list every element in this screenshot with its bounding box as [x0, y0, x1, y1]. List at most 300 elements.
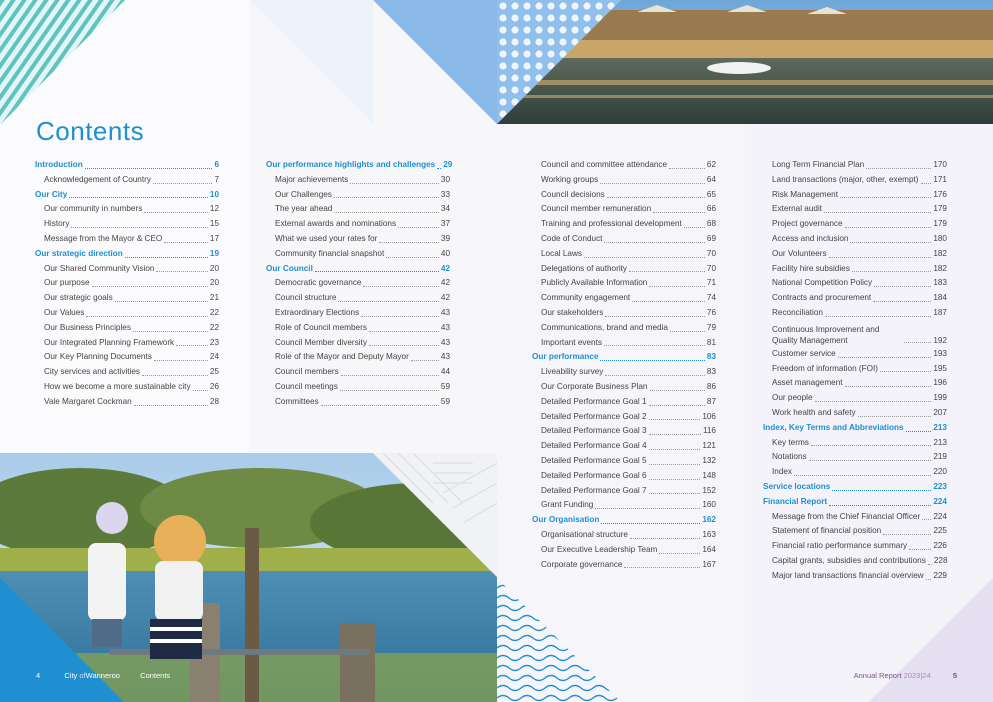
toc-entry[interactable]	[266, 188, 450, 203]
dot-leader	[794, 475, 931, 476]
report-name: Annual Report	[853, 671, 902, 680]
toc-entry-label: Our Corporate Business Plan	[541, 381, 648, 391]
dot-leader	[649, 405, 705, 406]
toc-entry-label: Local Laws	[541, 248, 582, 258]
toc-entry-label: Notations	[772, 452, 807, 462]
dot-leader	[153, 183, 212, 184]
dot-leader	[829, 257, 932, 258]
marina-boardwalk-photo	[497, 0, 993, 124]
toc-entry-label: Council member remuneration	[541, 204, 652, 214]
dot-leader	[832, 490, 931, 491]
toc-section-entry[interactable]	[763, 480, 947, 495]
toc-entry[interactable]	[763, 465, 947, 480]
toc-entry-label: Financial Report	[763, 496, 828, 506]
toc-entry-label: National Competition Policy	[772, 278, 873, 288]
toc-entry[interactable]	[532, 276, 716, 291]
footer-right	[854, 671, 957, 680]
toc-entry[interactable]	[532, 173, 716, 188]
toc-entry-label: Our community in numbers	[44, 204, 143, 214]
toc-entry-label: Message from the Chief Financial Officer	[772, 511, 921, 521]
toc-entry[interactable]	[35, 365, 219, 380]
dot-leader	[338, 301, 438, 302]
toc-page-number: 86	[706, 381, 716, 391]
toc-page-number: 20	[209, 263, 219, 273]
dot-leader	[164, 242, 208, 243]
toc-entry[interactable]	[266, 365, 450, 380]
toc-page-number: 83	[706, 352, 716, 362]
toc-entry[interactable]	[266, 395, 450, 410]
toc-page-number: 187	[933, 307, 947, 317]
light-triangle-shape	[249, 0, 373, 124]
toc-section-entry[interactable]	[266, 158, 453, 173]
toc-entry-label: Council and committee attendance	[541, 160, 668, 169]
toc-column-1	[35, 158, 219, 410]
toc-page-number: 183	[933, 278, 947, 288]
toc-entry-label: Our Key Planning Documents	[44, 352, 152, 362]
toc-entry[interactable]	[763, 173, 947, 188]
toc-page-number: 224	[933, 496, 947, 506]
toc-page-number: 42	[440, 263, 450, 273]
dot-leader	[922, 519, 931, 520]
toc-entry-label: Corporate governance	[541, 559, 623, 569]
toc-page-number: 184	[933, 293, 947, 303]
dot-leader	[873, 301, 931, 302]
toc-entry[interactable]	[266, 232, 450, 247]
toc-entry-label: Our strategic goals	[44, 293, 113, 303]
toc-entry[interactable]	[532, 558, 716, 573]
toc-page-number: 226	[933, 541, 947, 551]
toc-entry-label: Major achievements	[275, 174, 349, 184]
dot-leader	[193, 390, 208, 391]
city-name: Wanneroo	[85, 671, 120, 680]
toc-entry-label: What we used your rates for	[275, 233, 378, 243]
toc-entry[interactable]	[763, 232, 947, 247]
toc-column-4	[763, 158, 947, 584]
toc-entry-label: Our Executive Leadership Team	[541, 544, 658, 554]
dot-leader	[649, 493, 701, 494]
dot-leader	[880, 371, 931, 372]
dot-leader	[928, 564, 932, 565]
toc-entry[interactable]	[35, 350, 219, 365]
toc-page-number: 24	[209, 352, 219, 362]
toc-entry-label: Code of Conduct	[541, 233, 603, 243]
toc-page-number: 193	[933, 348, 947, 358]
toc-entry-label: Asset management	[772, 378, 843, 388]
toc-page-number: 17	[209, 233, 219, 243]
toc-entry-label: Council structure	[275, 293, 337, 303]
toc-entry[interactable]	[532, 439, 716, 454]
toc-section-entry[interactable]	[35, 188, 219, 203]
toc-entry-label: Our strategic direction	[35, 248, 123, 258]
toc-entry[interactable]	[35, 217, 219, 232]
toc-entry-label: Liveability survey	[541, 367, 604, 377]
toc-entry[interactable]	[763, 376, 947, 391]
toc-entry[interactable]	[35, 262, 219, 277]
toc-entry[interactable]	[763, 539, 947, 554]
dot-leader	[86, 316, 208, 317]
toc-page-number: 39	[440, 233, 450, 243]
toc-entry-label: External awards and nominations	[275, 219, 397, 229]
toc-entry[interactable]	[532, 380, 716, 395]
toc-page-number: 71	[706, 278, 716, 288]
toc-entry[interactable]	[532, 498, 716, 513]
toc-page-number: 176	[933, 189, 947, 199]
toc-entry[interactable]	[35, 202, 219, 217]
dot-leader	[840, 197, 931, 198]
toc-page-number: 29	[443, 160, 453, 169]
toc-page-number: 192	[933, 336, 947, 346]
toc-entry[interactable]	[532, 291, 716, 306]
toc-section-entry[interactable]	[763, 421, 947, 436]
toc-entry-label: Detailed Performance Goal 4	[541, 441, 647, 451]
toc-page-number: 152	[702, 485, 716, 495]
dot-leader	[669, 168, 705, 169]
toc-entry-label: Our Values	[44, 307, 85, 317]
dot-leader	[624, 567, 700, 568]
toc-entry[interactable]	[266, 350, 450, 365]
toc-entry[interactable]	[266, 306, 450, 321]
dot-leader	[630, 538, 700, 539]
toc-entry[interactable]	[532, 543, 716, 558]
toc-entry-label: Contracts and procurement	[772, 293, 872, 303]
toc-entry[interactable]	[763, 347, 947, 362]
toc-page-number: 163	[702, 529, 716, 539]
toc-entry-label: Our Challenges	[275, 189, 332, 199]
dot-leader	[92, 286, 208, 287]
toc-page-number: 116	[702, 426, 716, 436]
dot-leader	[811, 445, 931, 446]
toc-page-number: 83	[706, 367, 716, 377]
toc-entry[interactable]	[763, 158, 947, 173]
toc-entry[interactable]	[532, 424, 716, 439]
toc-entry[interactable]	[532, 484, 716, 499]
toc-entry-label: Communications, brand and media	[541, 322, 668, 332]
toc-entry-label: Our Organisation	[532, 515, 600, 525]
toc-entry[interactable]	[763, 202, 947, 217]
toc-page-number: 40	[440, 248, 450, 258]
toc-page-number: 59	[440, 381, 450, 391]
toc-entry[interactable]	[763, 436, 947, 451]
dot-leader	[350, 183, 439, 184]
toc-page-number: 179	[933, 204, 947, 214]
toc-page-number: 7	[214, 174, 219, 184]
toc-entry[interactable]	[763, 262, 947, 277]
dot-leader	[632, 301, 705, 302]
toc-entry-label: Council Member diversity	[275, 337, 367, 347]
toc-section-entry[interactable]	[532, 350, 716, 365]
toc-page-number: 64	[706, 174, 716, 184]
toc-page-number: 70	[706, 248, 716, 258]
toc-entry-label: Our City	[35, 189, 68, 199]
dot-leader	[649, 419, 701, 420]
toc-page-number: 43	[440, 337, 450, 347]
dot-leader	[315, 271, 439, 272]
toc-page-number: 6	[214, 160, 219, 169]
toc-page-number: 43	[440, 322, 450, 332]
toc-entry[interactable]	[266, 217, 450, 232]
dot-leader	[133, 331, 208, 332]
toc-entry-label: Council decisions	[541, 189, 605, 199]
toc-entry[interactable]	[763, 554, 947, 569]
toc-page-number: 180	[933, 233, 947, 243]
toc-page-number: 21	[209, 293, 219, 303]
dot-leader	[600, 183, 705, 184]
toc-entry[interactable]	[35, 291, 219, 306]
dot-leader	[595, 508, 700, 509]
city-prefix: City	[64, 671, 78, 680]
toc-entry[interactable]	[763, 306, 947, 321]
dot-leader	[334, 197, 439, 198]
dot-leader	[926, 579, 932, 580]
toc-entry[interactable]	[532, 232, 716, 247]
toc-page-number: 167	[702, 559, 716, 569]
toc-page-number: 34	[440, 204, 450, 214]
dot-leader	[361, 316, 439, 317]
dot-leader	[71, 227, 207, 228]
dot-leader	[883, 534, 931, 535]
dot-leader	[600, 360, 704, 361]
toc-entry[interactable]	[763, 291, 947, 306]
dot-leader	[363, 286, 438, 287]
dot-leader	[115, 301, 208, 302]
toc-entry[interactable]	[763, 450, 947, 465]
toc-entry[interactable]	[532, 410, 716, 425]
toc-entry-label: Vale Margaret Cockman	[44, 396, 132, 406]
toc-entry[interactable]	[763, 510, 947, 525]
dot-leader	[85, 168, 213, 169]
toc-page-number: 148	[702, 470, 716, 480]
toc-entry[interactable]	[532, 217, 716, 232]
toc-entry[interactable]	[35, 395, 219, 410]
toc-entry[interactable]	[35, 173, 219, 188]
blue-corner-triangle	[0, 578, 124, 702]
toc-page-number: 66	[706, 204, 716, 214]
toc-entry-label: Index, Key Terms and Abbreviations	[763, 422, 904, 432]
toc-page-number: 213	[933, 437, 947, 447]
dot-leader	[398, 227, 439, 228]
dot-leader	[850, 242, 931, 243]
toc-entry-label: Role of Council members	[275, 322, 367, 332]
toc-entry[interactable]	[763, 524, 947, 539]
toc-entry-label: Important events	[541, 337, 602, 347]
toc-entry[interactable]	[35, 232, 219, 247]
report-year: 2023|24	[903, 671, 931, 680]
dot-leader	[845, 227, 932, 228]
dot-leader	[650, 390, 705, 391]
toc-entry[interactable]	[532, 321, 716, 336]
toc-entry[interactable]	[532, 188, 716, 203]
toc-entry-label: Acknowledgement of Country	[44, 174, 151, 184]
toc-entry[interactable]	[763, 321, 947, 347]
toc-entry-label: Democratic governance	[275, 278, 362, 288]
toc-entry[interactable]	[763, 362, 947, 377]
toc-entry[interactable]	[763, 276, 947, 291]
dot-leader	[670, 331, 705, 332]
dot-leader	[605, 375, 705, 376]
toc-section-entry[interactable]	[532, 513, 716, 528]
toc-entry-label: Community engagement	[541, 293, 631, 303]
toc-entry[interactable]	[266, 336, 450, 351]
toc-page-number: 43	[440, 307, 450, 317]
toc-column-2	[266, 158, 453, 410]
toc-entry[interactable]	[266, 291, 450, 306]
toc-entry[interactable]	[763, 569, 947, 584]
dot-leader	[134, 405, 208, 406]
toc-entry-label: Land transactions (major, other, exempt)	[772, 174, 919, 184]
toc-entry[interactable]	[266, 202, 450, 217]
dot-leader	[866, 168, 931, 169]
toc-section-entry[interactable]	[35, 247, 219, 262]
toc-page-number: 196	[933, 378, 947, 388]
toc-entry-label: Freedom of information (FOI)	[772, 363, 879, 373]
dot-leader	[156, 271, 207, 272]
toc-page-number: 42	[440, 278, 450, 288]
toc-page-number: 68	[706, 219, 716, 229]
left-page-number: 4	[36, 671, 41, 680]
toc-page-number: 132	[702, 455, 716, 465]
toc-entry-label: Our people	[772, 393, 813, 403]
toc-entry-label: Training and professional development	[541, 219, 682, 229]
toc-entry[interactable]	[266, 380, 450, 395]
footer-left	[36, 671, 170, 680]
toc-entry[interactable]	[532, 306, 716, 321]
toc-page-number: 228	[933, 555, 948, 565]
dot-leader	[649, 286, 705, 287]
dot-leader	[653, 212, 705, 213]
toc-entry-label: Organisational structure	[541, 529, 628, 539]
toc-entry-label: Our stakeholders	[541, 307, 604, 317]
dot-leader	[144, 212, 208, 213]
right-page-number: 5	[952, 671, 957, 680]
line-pattern	[373, 453, 497, 577]
toc-page-number: 15	[209, 219, 219, 229]
toc-entry[interactable]	[35, 276, 219, 291]
dot-leader	[809, 460, 932, 461]
toc-page-number: 43	[440, 352, 450, 362]
toc-entry[interactable]	[763, 217, 947, 232]
toc-page-number: 160	[702, 500, 716, 510]
toc-section-entry[interactable]	[35, 158, 219, 173]
toc-entry[interactable]	[532, 528, 716, 543]
toc-entry-label: Service locations	[763, 481, 831, 491]
toc-entry-label: Council meetings	[275, 381, 338, 391]
toc-entry-label: External audit	[772, 204, 823, 214]
dot-leader	[604, 345, 705, 346]
toc-page-number: 65	[706, 189, 716, 199]
toc-entry[interactable]	[532, 469, 716, 484]
toc-entry-label: Detailed Performance Goal 2	[541, 411, 647, 421]
toc-entry[interactable]	[35, 336, 219, 351]
toc-entry[interactable]	[532, 365, 716, 380]
toc-page-number: 171	[933, 174, 947, 184]
dot-leader	[815, 401, 932, 402]
city-of: of	[79, 671, 86, 680]
toc-entry-label: Working groups	[541, 174, 599, 184]
toc-entry[interactable]	[532, 395, 716, 410]
toc-entry[interactable]	[763, 391, 947, 406]
toc-entry[interactable]	[763, 247, 947, 262]
toc-entry[interactable]	[763, 188, 947, 203]
toc-entry-label: The year ahead	[275, 204, 333, 214]
toc-entry[interactable]	[266, 276, 450, 291]
toc-page-number: 223	[933, 481, 947, 491]
dot-leader	[584, 257, 705, 258]
dot-leader	[340, 390, 439, 391]
dot-leader	[909, 549, 931, 550]
toc-entry[interactable]	[35, 380, 219, 395]
toc-page-number: 229	[933, 570, 947, 580]
toc-entry-label: Our Integrated Planning Framework	[44, 337, 175, 347]
dot-leader	[659, 553, 700, 554]
dot-leader	[874, 286, 931, 287]
toc-column-3	[532, 158, 716, 572]
toc-section-entry[interactable]	[763, 495, 947, 510]
dot-leader	[684, 227, 705, 228]
toc-entry-label: Our purpose	[44, 278, 90, 288]
toc-page-number: 121	[702, 441, 716, 451]
toc-page-number: 30	[440, 174, 450, 184]
dot-leader	[176, 345, 208, 346]
toc-entry[interactable]	[266, 247, 450, 262]
dot-leader	[125, 257, 208, 258]
toc-entry[interactable]	[35, 306, 219, 321]
dot-leader	[921, 183, 932, 184]
toc-entry-label: Detailed Performance Goal 5	[541, 455, 647, 465]
toc-page-number: 179	[933, 219, 947, 229]
dot-leader	[852, 271, 932, 272]
toc-page-number: 87	[706, 396, 716, 406]
dot-leader	[321, 405, 439, 406]
toc-page-number: 22	[209, 307, 219, 317]
toc-entry-label: Financial ratio performance summary	[772, 541, 908, 551]
toc-page-number: 23	[209, 337, 219, 347]
toc-entry[interactable]	[532, 454, 716, 469]
dot-leader	[379, 242, 439, 243]
section-name: Contents	[140, 671, 171, 680]
toc-entry[interactable]	[266, 173, 450, 188]
toc-entry[interactable]	[532, 158, 716, 173]
purple-triangle-shape	[869, 578, 993, 702]
toc-page-number: 44	[440, 367, 450, 377]
toc-entry[interactable]	[532, 262, 716, 277]
toc-page-number: 213	[933, 422, 947, 432]
wave-pattern	[497, 578, 621, 702]
dot-leader	[604, 242, 704, 243]
toc-entry[interactable]	[763, 406, 947, 421]
toc-entry-label: Our Business Principles	[44, 322, 131, 332]
toc-page-number: 199	[933, 393, 947, 403]
toc-page-number: 59	[440, 396, 450, 406]
toc-entry-label: City services and activities	[44, 367, 141, 377]
toc-entry[interactable]	[35, 321, 219, 336]
toc-entry-label: Publicly Available Information	[541, 278, 648, 288]
toc-page-number: 62	[706, 160, 716, 169]
toc-entry[interactable]	[532, 247, 716, 262]
dot-leader	[649, 479, 701, 480]
toc-entry[interactable]	[266, 321, 450, 336]
toc-page-number: 79	[706, 322, 716, 332]
toc-section-entry[interactable]	[266, 262, 450, 277]
dot-leader	[607, 197, 705, 198]
toc-entry[interactable]	[532, 336, 716, 351]
toc-page-number: 28	[209, 396, 219, 406]
toc-entry-label: Reconciliation	[772, 307, 823, 317]
toc-entry[interactable]	[532, 202, 716, 217]
toc-page-number: 195	[933, 363, 947, 373]
dot-leader	[825, 316, 931, 317]
dot-leader	[605, 316, 705, 317]
dot-leader	[824, 212, 931, 213]
